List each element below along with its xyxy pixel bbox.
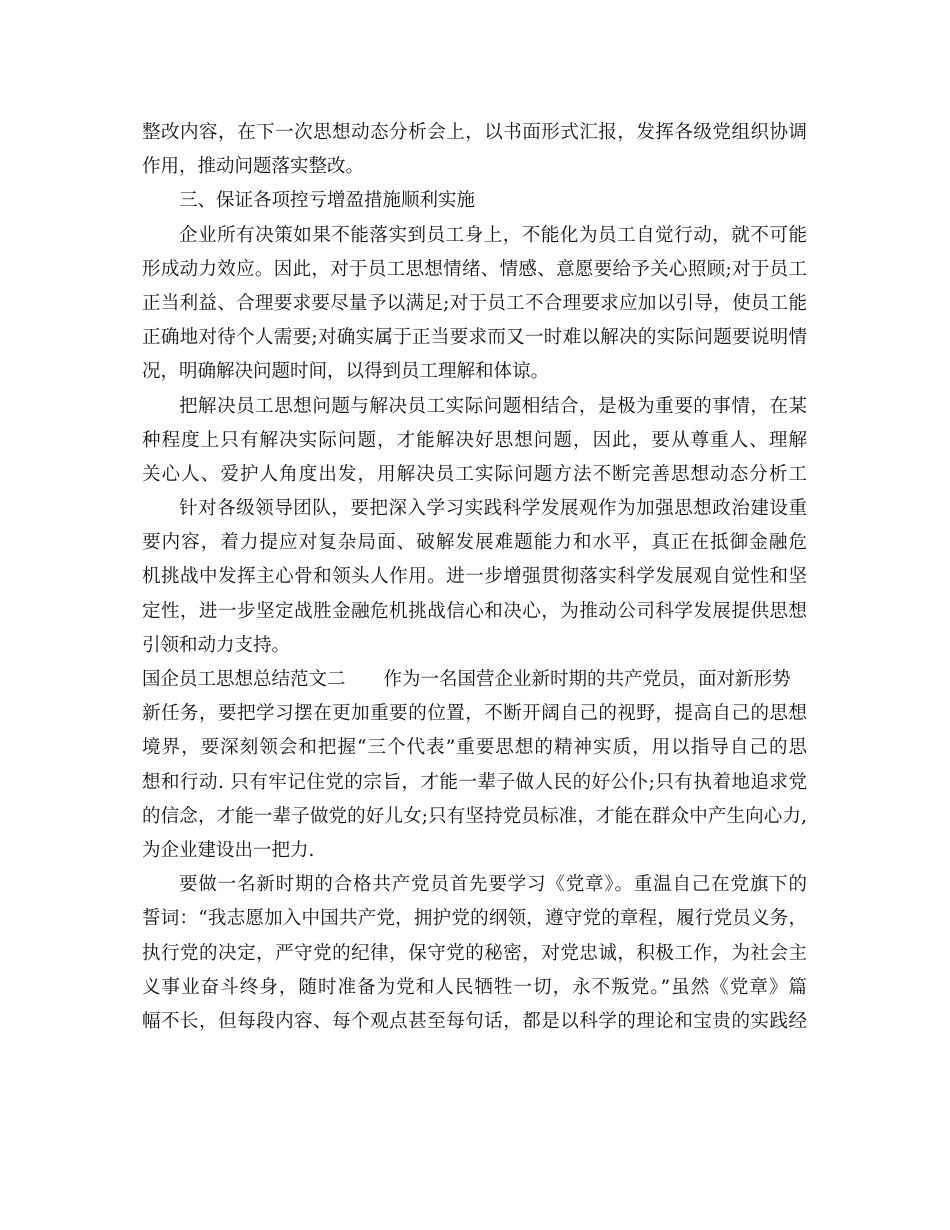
text-line: 关心人、爱护人角度出发，用解决员工实际问题方法不断完善思想动态分析工	[142, 463, 807, 485]
text-line: 把解决员工思想问题与解决员工实际问题相结合，是极为重要的事情，在某	[179, 395, 807, 417]
text-line: 针对各级领导团队，要把深入学习实践科学发展观作为加强思想政治建设重	[179, 498, 807, 520]
text-line: 机挑战中发挥主心骨和领头人作用。进一步增强贯彻落实科学发展观自觉性和坚	[142, 566, 807, 588]
text-line: 执行党的决定，严守党的纪律，保守党的秘密，对党忠诚，积极工作，为社会主	[142, 942, 807, 964]
text-line: 况，明确解决问题时间，以得到员工理解和体谅。	[142, 361, 550, 383]
text-line: 新任务，要把学习摆在更加重要的位置，不断开阔自己的视野，提高自己的思想	[142, 703, 807, 725]
title-line	[142, 663, 807, 697]
text-line: 为企业建设出一把力.	[142, 839, 315, 861]
text-line: 想和行动. 只有牢记住党的宗旨，才能一辈子做人民的好公仆;只有执着地追求党	[142, 771, 807, 793]
section-heading: 三、保证各项控亏增盈措施顺利实施	[179, 190, 476, 212]
text-line: 正确地对待个人需要;对确实属于正当要求而又一时难以解决的实际问题要说明情	[142, 327, 807, 349]
text-line: 幅不长，但每段内容、每个观点甚至每句话，都是以科学的理论和宝贵的实践经	[142, 1010, 807, 1032]
article-opening: 作为一名国营企业新时期的共产党员，面对新形势	[383, 669, 791, 690]
text-line: 境界，要深刻领会和把握“三个代表”重要思想的精神实质，用以指导自己的思	[142, 737, 807, 759]
article-title: 国企员工思想总结范文二	[142, 669, 346, 690]
text-line: 的信念，才能一辈子做党的好儿女;只有坚持党员标准，才能在群众中产生向心力,	[142, 805, 807, 827]
document-body	[142, 116, 807, 1039]
text-line: 誓词：“我志愿加入中国共产党，拥护党的纲领，遵守党的章程，履行党员义务，	[142, 908, 807, 930]
text-line: 企业所有决策如果不能落实到员工身上，不能化为员工自觉行动，就不可能	[179, 224, 807, 246]
text-line: 要做一名新时期的合格共产党员首先要学习《党章》。重温自己在党旗下的	[179, 874, 807, 896]
text-line: 引领和动力支持。	[142, 634, 291, 656]
text-line: 形成动力效应。因此，对于员工思想情绪、情感、意愿要给予关心照顾;对于员工	[142, 258, 807, 280]
text-line: 义事业奋斗终身，随时准备为党和人民牺牲一切，永不叛党。”虽然《党章》篇	[142, 976, 807, 998]
text-line: 整改内容，在下一次思想动态分析会上，以书面形式汇报，发挥各级党组织协调	[142, 122, 807, 143]
text-line: 要内容，着力提应对复杂局面、破解发展难题能力和水平，真正在抵御金融危	[142, 532, 807, 554]
text-line: 正当利益、合理要求要尽量予以满足;对于员工不合理要求应加以引导，使员工能	[142, 292, 807, 314]
text-line: 种程度上只有解决实际问题，才能解决好思想问题，因此，要从尊重人、理解	[142, 429, 807, 451]
text-line: 作用，推动问题落实整改。	[142, 156, 365, 178]
text-line: 定性，进一步坚定战胜金融危机挑战信心和决心，为推动公司科学发展提供思想	[142, 600, 807, 622]
